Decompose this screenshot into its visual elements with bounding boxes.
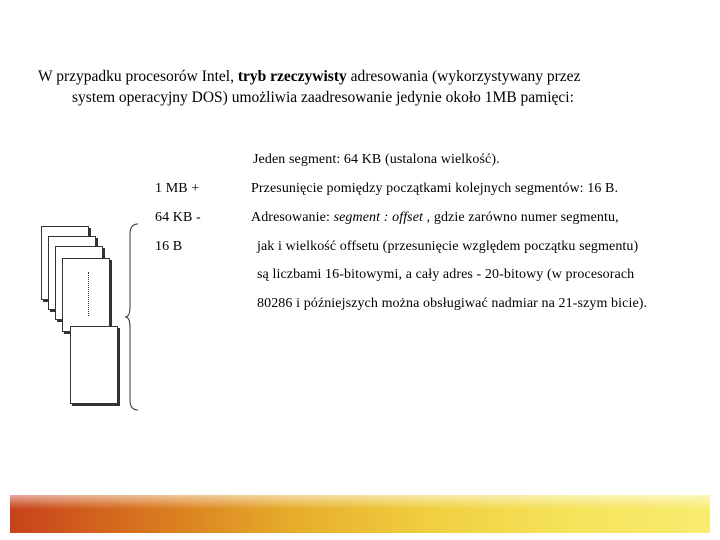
- addressing-label: Adresowanie:: [251, 210, 334, 225]
- intro-text-1: W przypadku procesorów Intel,: [38, 68, 238, 85]
- dotted-continuation: [88, 272, 89, 316]
- segment-page-4: [62, 258, 110, 332]
- addressing-line-3: są liczbami 16-bitowymi, a cały adres - 20-bitowy (w procesorach: [257, 267, 635, 282]
- segment-size-text: Jeden segment: 64 KB (ustalona wielkość).: [253, 152, 500, 167]
- addressing-line-2: jak i wielkość offsetu (przesunięcie względem początku segmentu): [257, 239, 639, 254]
- addressing-line: [251, 210, 619, 226]
- addressing-formula: segment : offset: [333, 210, 424, 225]
- label-1mb: 1 MB +: [155, 181, 200, 196]
- addressing-rest: , gdzie zarówno numer segmentu,: [423, 210, 619, 225]
- intro-text-2: adresowania (wykorzystywany przez: [346, 68, 581, 85]
- brace-icon: [124, 222, 144, 412]
- label-64kb: 64 KB -: [155, 210, 201, 225]
- intro-bold-term: tryb rzeczywisty: [237, 68, 347, 85]
- label-16b: 16 B: [155, 239, 183, 254]
- intro-paragraph: [38, 66, 688, 108]
- intro-line-2: system operacyjny DOS) umożliwia zaadresowanie jedynie około 1MB pamięci:: [72, 89, 574, 106]
- offset-step-text: Przesunięcie pomiędzy początkami kolejnych segmentów: 16 B.: [251, 181, 619, 196]
- addressing-line-4: 80286 i późniejszych można obsługiwać nadmiar na 21-szym bicie).: [257, 296, 648, 311]
- footer-gradient-bar: [10, 495, 710, 533]
- segment-page-last: [70, 326, 118, 404]
